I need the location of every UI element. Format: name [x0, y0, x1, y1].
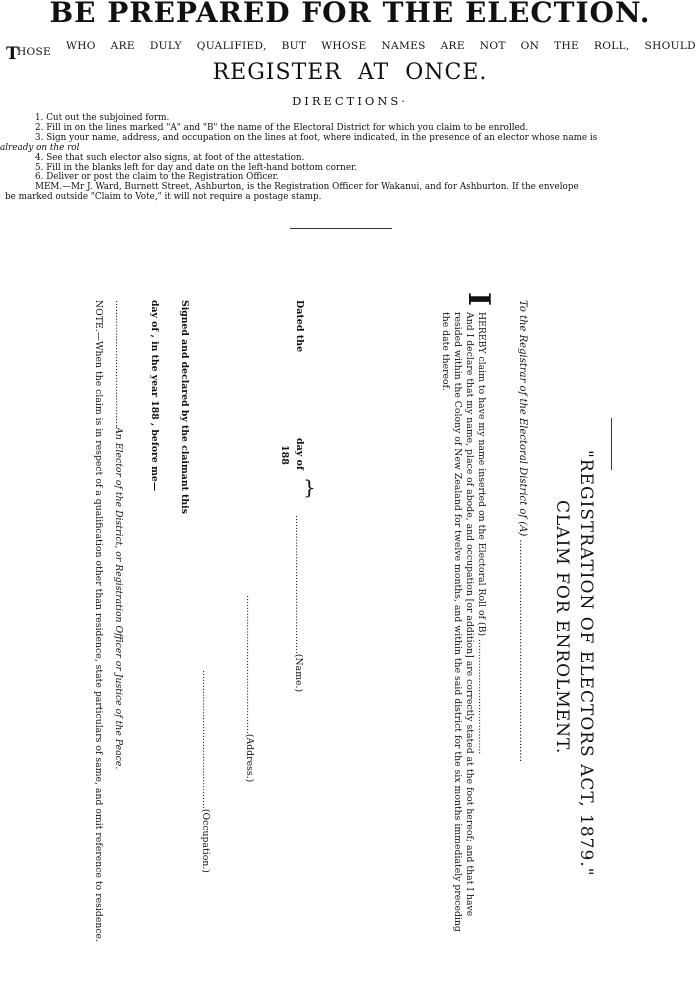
day-of-label: day of [294, 438, 305, 471]
directions-title: DIRECTIONS· [292, 94, 408, 108]
headline: BE PREPARED FOR THE ELECTION. [49, 0, 651, 29]
intro-word: HOSE [16, 46, 52, 58]
direction-item: 3. Sign your name, address, and occupation on the lines at foot, where indicated, in the presence of an elector whose name is [35, 132, 598, 143]
year-label: 188 [279, 445, 290, 465]
intro-word: DULY [149, 40, 182, 52]
intro-word: WHOSE [321, 40, 367, 52]
occupation-line: ...............................................(Occupation.) [200, 670, 211, 873]
claim-form [90, 290, 700, 995]
act-underline [611, 418, 612, 470]
to-line: To the Registrar of the Electoral District of (A) ...................................................................... [517, 300, 528, 762]
signed-line-1: Signed and declared by the claimant this [179, 300, 190, 514]
intro-word: QUALIFIED, [196, 40, 267, 52]
direction-item: 4. See that such elector also signs, at foot of the attestation. [35, 152, 305, 163]
intro-word: THE [554, 40, 580, 52]
act-title: "REGISTRATION OF ELECTORS ACT, 1879." [576, 450, 596, 877]
para-line-1: HEREBY claim to have my name inserted on the Electoral Roll of (B) ....................................... [476, 312, 487, 755]
intro-word: ROLL, [594, 40, 630, 52]
direction-item: be marked outside "Claim to Vote," it will not require a postage stamp. [5, 192, 322, 203]
direction-item: 2. Fill in on the lines marked "A" and "B" the name of the Electoral District for which you claim to be enrolled. [35, 122, 529, 133]
para-line-4: the date thereof. [440, 312, 451, 391]
intro-dropcap: T [6, 44, 19, 64]
bracket: } [303, 475, 316, 499]
para-dropcap: I [461, 292, 496, 307]
dated-label: Dated the [294, 300, 305, 353]
direction-item: 1. Cut out the subjoined form. [35, 113, 170, 123]
intro-word: NOT [479, 40, 506, 52]
signed-line-2: day of , in the year 188 , before me— [149, 300, 160, 492]
direction-item: 5. Fill in the blanks left for day and date on the left-hand bottom corner. [35, 162, 358, 173]
intro-word: NAMES [381, 40, 426, 52]
intro-word: SHOULD [644, 40, 696, 52]
register-heading: REGISTER AT ONCE. [212, 60, 488, 85]
para-line-3: resided within the Colony of New Zealand for twelve months, and within the said district for the six months immediately preceding [452, 312, 463, 932]
name-line: ...............................................(Name.) [293, 515, 304, 693]
intro-word: BUT [281, 40, 307, 52]
witness-line: ...........................................An Elector of the District, or Registration Officer or Justice of the Peace. [113, 300, 124, 770]
direction-item: 6. Deliver or post the claim to the Registration Officer. [35, 172, 279, 183]
para-line-2: And I declare that my name, place of abode, and occupation [or addition] are correctly stated at the foot hereof; and that I have [464, 312, 475, 917]
intro-word: ARE [110, 40, 135, 52]
intro-word: ON [520, 40, 540, 52]
note: NOTE.—When the claim is in respect of a qualification other than residence, state particulars of same, and omit reference to residence. [93, 300, 104, 943]
intro-word: WHO [66, 40, 96, 52]
address-line: ...............................................(Address.) [244, 595, 255, 783]
intro-word: ARE [440, 40, 465, 52]
direction-item: already on the rol [0, 142, 80, 153]
direction-item: MEM.—Mr J. Ward, Burnett Street, Ashburton, is the Registration Officer for Wakanui, and for Ashburton. If the envelope [35, 182, 579, 193]
claim-title: CLAIM FOR ENROLMENT. [552, 500, 572, 755]
